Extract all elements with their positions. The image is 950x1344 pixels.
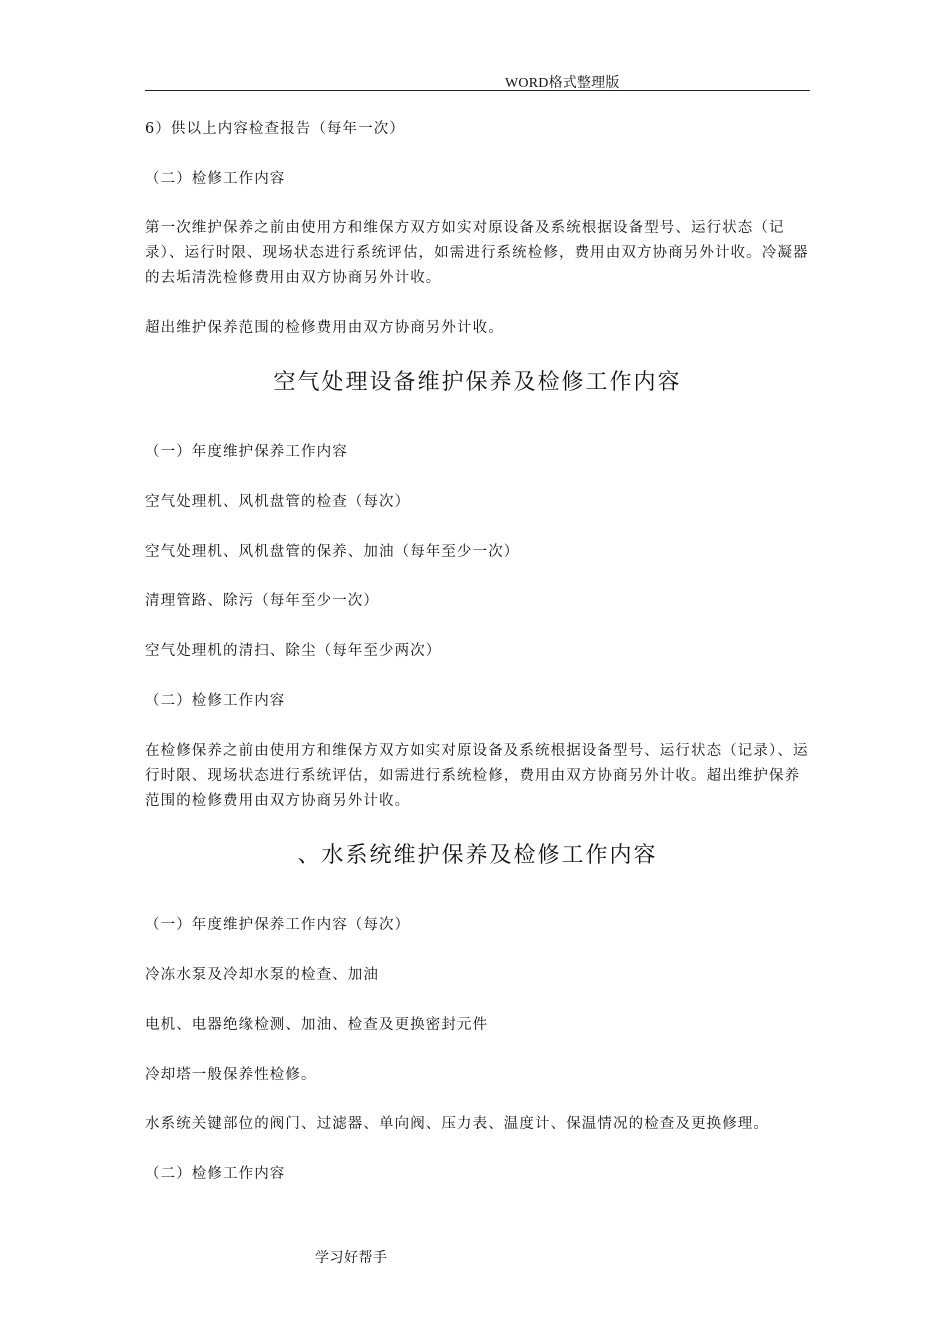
list-item-cooling-tower: 冷却塔一般保养性检修。 <box>145 1067 317 1083</box>
list-item-pumps: 冷冻水泵及冷却水泵的检查、加油 <box>145 967 379 983</box>
section-subtitle-repair-3: （二）检修工作内容 <box>145 1166 286 1182</box>
list-item-lubrication: 空气处理机、风机盘管的保养、加油（每年至少一次） <box>145 544 520 560</box>
paragraph-report: 6）供以上内容检查报告（每年一次） <box>145 121 405 137</box>
list-item-motor-insulation: 电机、电器绝缘检测、加油、检查及更换密封元件 <box>145 1017 489 1033</box>
section-subtitle-annual: （一）年度维护保养工作内容 <box>145 444 348 460</box>
list-item-inspection: 空气处理机、风机盘管的检查（每次） <box>145 494 411 510</box>
paragraph-first-maintenance: 第一次维护保养之前由使用方和维保方双方如实对原设备及系统根据设备型号、运行状态（记录）、运行时限、现场状态进行系统评估，如需进行系统检修，费用由双方协商另外计收。冷凝器的去垢清洗检修费用由双方协商另外计收。 <box>145 220 809 286</box>
heading-air-handling: 空气处理设备维护保养及检修工作内容 <box>273 370 682 395</box>
header-title: WORD格式整理版 <box>505 76 620 91</box>
section-subtitle-annual-2: （一）年度维护保养工作内容（每次） <box>145 917 411 933</box>
heading-water-system: 、水系统维护保养及检修工作内容 <box>297 843 658 868</box>
list-item-dust-removal: 空气处理机的清扫、除尘（每年至少两次） <box>145 643 442 659</box>
section-subtitle-repair: （二）检修工作内容 <box>145 171 286 187</box>
page-footer: 学习好帮手 <box>315 1250 388 1266</box>
paragraph-out-of-scope: 超出维护保养范围的检修费用由双方协商另外计收。 <box>145 320 504 336</box>
list-item-valves: 水系统关键部位的阀门、过滤器、单向阀、压力表、温度计、保温情况的检查及更换修理。 <box>145 1116 769 1132</box>
section-subtitle-repair-2: （二）检修工作内容 <box>145 693 286 709</box>
list-item-pipe-cleaning: 清理管路、除污（每年至少一次） <box>145 593 379 609</box>
paragraph-repair-assessment: 在检修保养之前由使用方和维保方双方如实对原设备及系统根据设备型号、运行状态（记录）、运行时限、现场状态进行系统评估，如需进行系统检修，费用由双方协商另外计收。超出维护保养范围的检修费用由双方协商另外计收。 <box>145 743 809 809</box>
page-header <box>145 70 810 91</box>
